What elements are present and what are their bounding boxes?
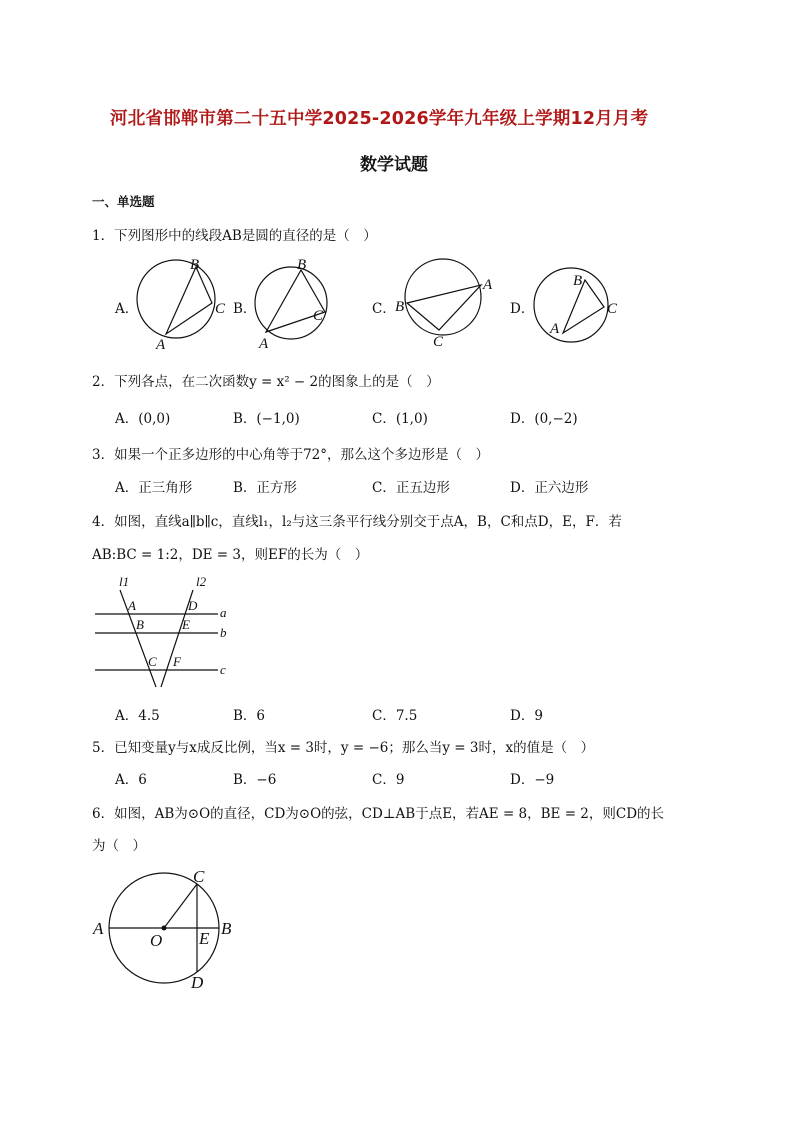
question-6-figure bbox=[0, 860, 793, 995]
radius-oc bbox=[164, 884, 197, 928]
fig-d-label-a: A bbox=[550, 321, 560, 337]
question-3-option-a[interactable]: A．正三角形 bbox=[115, 480, 193, 496]
document-subtitle: 数学试题 bbox=[360, 155, 428, 175]
label-O: O bbox=[150, 931, 163, 950]
label-c: c bbox=[220, 662, 226, 677]
fig-c-label-a: A bbox=[483, 277, 493, 293]
label-D: D bbox=[188, 598, 198, 613]
question-5-stem: 5．已知变量y与x成反比例，当x = 3时，y = −6；那么当y = 3时，x的值是（ ） bbox=[92, 740, 595, 756]
question-2-option-b[interactable]: B．(−1,0) bbox=[233, 411, 300, 427]
label-A: A bbox=[93, 919, 104, 938]
fig-a-label-b: B bbox=[190, 257, 200, 273]
section-heading: 一、单选题 bbox=[92, 194, 155, 209]
fig-b-label-c: C bbox=[313, 308, 324, 324]
question-1-option-b[interactable]: B． bbox=[233, 301, 257, 317]
question-6-stem-line1: 6．如图，AB为⊙O的直径，CD为⊙O的弦，CD⊥AB于点E，若AE = 8，BE = 2，则CD的长 bbox=[92, 806, 665, 822]
label-E: E bbox=[182, 617, 190, 632]
question-6-stem-line2: 为（ ） bbox=[92, 838, 146, 854]
label-C: C bbox=[193, 867, 205, 886]
fig-b-label-b: B bbox=[297, 257, 307, 273]
label-C: C bbox=[148, 654, 157, 669]
figure-b-circle bbox=[255, 267, 327, 339]
document-title: 河北省邯郸市第二十五中学2025-2026学年九年级上学期12月月考 bbox=[110, 109, 649, 129]
figure-d-circle bbox=[534, 268, 608, 342]
question-3-option-c[interactable]: C．正五边形 bbox=[372, 480, 450, 496]
figure-a-triangle bbox=[166, 267, 212, 334]
label-B: B bbox=[221, 919, 232, 938]
question-4-option-d[interactable]: D．9 bbox=[510, 708, 543, 724]
question-5-option-d[interactable]: D．−9 bbox=[510, 772, 555, 788]
question-1-option-c[interactable]: C． bbox=[372, 301, 396, 317]
question-5-option-a[interactable]: A．6 bbox=[115, 772, 147, 788]
question-1-stem: 1．下列图形中的线段AB是圆的直径的是（ ） bbox=[92, 228, 377, 244]
label-B: B bbox=[136, 617, 144, 632]
fig-d-label-c: C bbox=[607, 301, 618, 317]
question-3-stem: 3．如果一个正多边形的中心角等于72°，那么这个多边形是（ ） bbox=[92, 447, 490, 463]
fig-c-label-b: B bbox=[395, 299, 405, 315]
label-E: E bbox=[199, 929, 210, 948]
label-l2: l2 bbox=[196, 574, 207, 589]
question-1-figures bbox=[0, 250, 793, 355]
fig-b-label-a: A bbox=[259, 336, 269, 352]
question-2-option-d[interactable]: D．(0,−2) bbox=[510, 411, 578, 427]
question-1-option-d[interactable]: D． bbox=[510, 301, 535, 317]
question-1-option-a[interactable]: A． bbox=[115, 301, 139, 317]
question-5-option-b[interactable]: B．−6 bbox=[233, 772, 277, 788]
question-3-option-b[interactable]: B．正方形 bbox=[233, 480, 297, 496]
fig-c-label-c: C bbox=[433, 334, 444, 350]
question-2-option-a[interactable]: A．(0,0) bbox=[115, 411, 171, 427]
label-A: A bbox=[128, 598, 136, 613]
figure-a-circle bbox=[137, 260, 215, 338]
label-b: b bbox=[220, 625, 227, 640]
label-a: a bbox=[220, 605, 227, 620]
question-4-figure bbox=[0, 570, 793, 695]
question-4-option-a[interactable]: A．4.5 bbox=[115, 708, 160, 724]
question-4-stem-line1: 4．如图，直线a∥b∥c，直线l₁，l₂与这三条平行线分别交于点A，B，C和点D，E，F．若 bbox=[92, 514, 622, 530]
label-D: D bbox=[191, 973, 204, 992]
question-2-stem: 2．下列各点，在二次函数y = x² − 2的图象上的是（ ） bbox=[92, 374, 440, 390]
question-4-option-c[interactable]: C．7.5 bbox=[372, 708, 418, 724]
fig-d-label-b: B bbox=[573, 273, 583, 289]
question-4-stem-line2: AB:BC = 1:2，DE = 3，则EF的长为（ ） bbox=[92, 547, 369, 563]
label-F: F bbox=[173, 654, 181, 669]
figure-d-triangle bbox=[563, 280, 604, 333]
question-5-option-c[interactable]: C．9 bbox=[372, 772, 405, 788]
question-3-option-d[interactable]: D．正六边形 bbox=[510, 480, 589, 496]
question-2-option-c[interactable]: C．(1,0) bbox=[372, 411, 428, 427]
fig-a-label-c: C bbox=[215, 301, 226, 317]
center-o-dot bbox=[162, 926, 167, 931]
question-4-option-b[interactable]: B．6 bbox=[233, 708, 266, 724]
fig-a-label-a: A bbox=[156, 337, 166, 353]
label-l1: l1 bbox=[119, 574, 130, 589]
line-l1 bbox=[120, 590, 156, 687]
